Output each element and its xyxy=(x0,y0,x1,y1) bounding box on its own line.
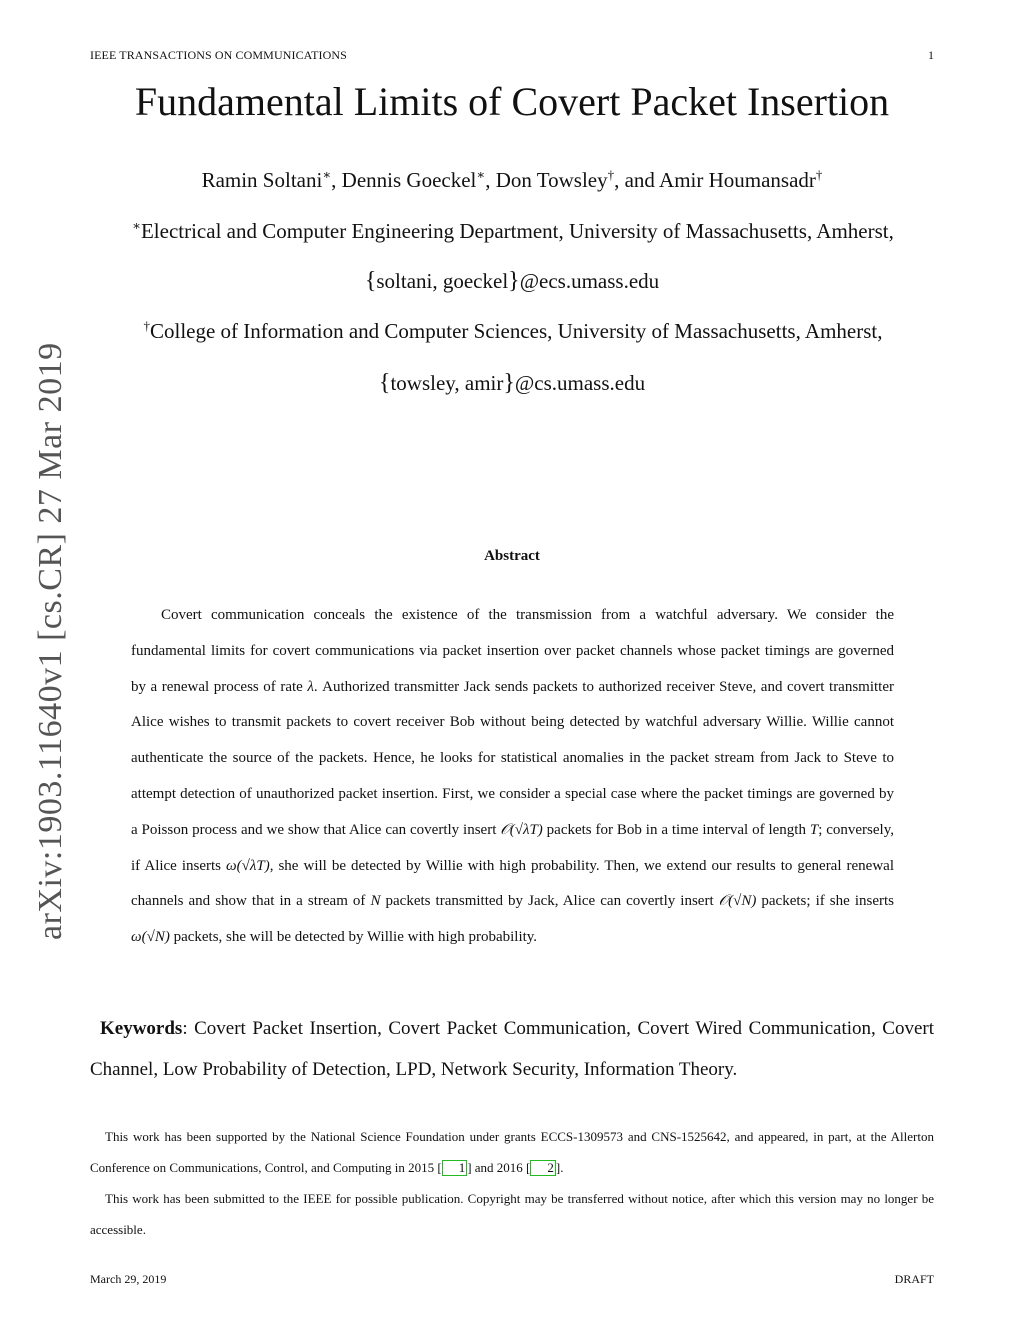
math-expression: 𝒪(√N) xyxy=(718,893,757,910)
math-expression: T xyxy=(809,821,819,838)
running-head: IEEE TRANSACTIONS ON COMMUNICATIONS xyxy=(90,48,347,62)
affiliation-mark: ∗ xyxy=(132,218,141,233)
abstract-text xyxy=(131,598,894,956)
footer-date: March 29, 2019 xyxy=(90,1272,167,1286)
email-ecs: {soltani, goeckel}@ecs.umass.edu xyxy=(364,268,660,294)
keywords-text: : Covert Packet Insertion, Covert Packet Communication, Covert Wired Communication, Covert Channel, Low Probability of Detection, LPD, Network Security, Information Theory. xyxy=(90,1018,934,1080)
arxiv-identifier: arXiv:1903.11640v1 [cs.CR] 27 Mar 2019 xyxy=(32,342,69,940)
math-lambda: λ xyxy=(307,678,314,695)
page-number: 1 xyxy=(928,48,934,62)
email-users: soltani, goeckel xyxy=(376,269,509,293)
abstract-segment: ; conversely, if Alice inserts xyxy=(131,821,894,874)
abstract-segment: , she will be detected by Willie with high probability. Then, we extend our results to general renewal channels and show that in a stream of xyxy=(131,857,895,910)
citation-link[interactable]: 1 xyxy=(442,1160,468,1176)
author-separator: , xyxy=(485,168,496,192)
author-name: Amir Houmansadr xyxy=(659,168,816,192)
abstract-heading: Abstract xyxy=(484,548,540,564)
abstract-segment: . Authorized transmitter Jack sends packets to authorized receiver Steve, and covert transmitter Alice wishes to transmit packets to covert receiver Bob without being detected by watchful adversary Willie. Willie cannot authenticate the source of the packets. Hence, he looks for statistical anomalies in the packet stream from Jack to Steve to attempt detection of unauthorized packet insertion. First, we consider a special case where the packet timings are governed by a Poisson process and we show that Alice can covertly insert xyxy=(131,678,895,838)
affiliation-mark: ∗ xyxy=(476,167,486,182)
paper-title: Fundamental Limits of Covert Packet Insertion xyxy=(134,79,890,124)
math-expression: ω(√N) xyxy=(131,929,170,946)
footnote-segment: This work has been supported by the National Science Foundation under grants ECCS-1309573 and CNS-1525642, and appeared, in part, at the Allerton Conference on Communications, Control, and Computing in 2015 [ xyxy=(90,1129,934,1175)
footnote-copyright: This work has been submitted to the IEEE for possible publication. Copyright may be transferred without notice, after which this version may no longer be accessible. xyxy=(90,1191,934,1237)
author-name: Don Towsley xyxy=(495,168,608,192)
author-name: Dennis Goeckel xyxy=(341,168,477,192)
affiliation-text: Electrical and Computer Engineering Department, University of Massachusetts, Amherst, xyxy=(140,219,894,243)
abstract-segment: packets for Bob in a time interval of length xyxy=(542,821,810,838)
email-domain: @cs.umass.edu xyxy=(514,371,646,395)
email-users: towsley, amir xyxy=(390,371,504,395)
affiliation-cics xyxy=(88,318,938,344)
affiliation-mark: † xyxy=(815,167,823,182)
keywords xyxy=(90,1008,934,1090)
math-expression: ω(√λT) xyxy=(226,857,270,874)
author-separator: , xyxy=(331,168,342,192)
affiliation-ece xyxy=(88,218,938,244)
footnote-segment: ] and 2016 [ xyxy=(467,1160,531,1175)
affiliation-mark: ∗ xyxy=(322,167,332,182)
abstract-segment: Covert communication conceals the existence of the transmission from a watchful adversary. We consider the fundamental limits for covert communications via packet insertion over packet channels whose packet timings are governed by a renewal process of rate xyxy=(131,607,894,695)
affiliation-mark: † xyxy=(143,318,150,333)
email-cs: {towsley, amir}@cs.umass.edu xyxy=(378,370,646,396)
author-separator: , and xyxy=(614,168,660,192)
author-list xyxy=(0,167,1024,193)
citation-link[interactable]: 2 xyxy=(530,1160,556,1176)
keywords-label: Keywords xyxy=(100,1018,183,1039)
affiliation-mark: † xyxy=(607,167,615,182)
footnote-segment: ]. xyxy=(555,1160,564,1175)
footnote-funding xyxy=(90,1121,934,1183)
math-expression: 𝒪(√λT) xyxy=(500,821,543,838)
abstract-segment: packets, she will be detected by Willie with high probability. xyxy=(169,929,538,946)
abstract-segment: packets; if she inserts xyxy=(756,893,894,910)
email-domain: @ecs.umass.edu xyxy=(519,269,660,293)
abstract-segment: packets transmitted by Jack, Alice can covertly insert xyxy=(380,893,719,910)
math-expression: N xyxy=(370,893,381,910)
footer-status: DRAFT xyxy=(894,1272,934,1286)
affiliation-text: College of Information and Computer Sciences, University of Massachusetts, Amherst, xyxy=(149,319,883,343)
author-name: Ramin Soltani xyxy=(201,168,323,192)
